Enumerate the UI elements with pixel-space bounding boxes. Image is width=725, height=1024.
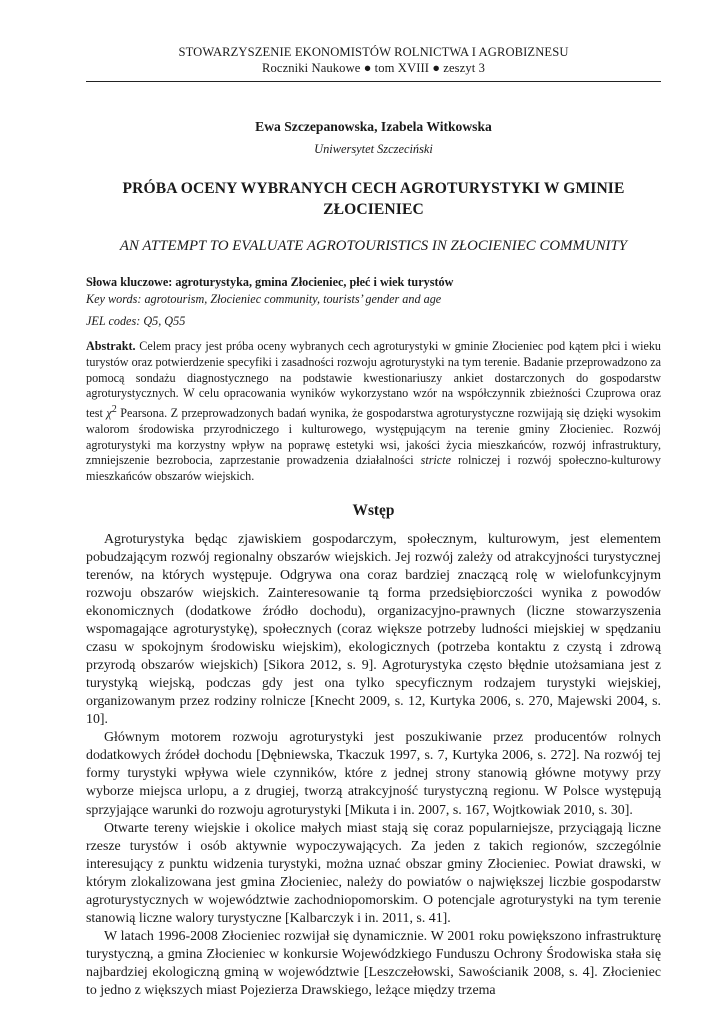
article-title-english: AN ATTEMPT TO EVALUATE AGROTOURISTICS IN ZŁOCIENIEC COMMUNITY	[119, 238, 628, 254]
article-title-polish: PRÓBA OCENY WYBRANYCH CECH AGROTURYSTYKI W GMINIE ZŁOCIENIEC	[122, 180, 625, 218]
abstract-text-part1: Celem pracy jest próba oceny wybranych cech agroturystyki w gminie Złocieniec pod kątem płci i wieku turystów oraz potwierdzenie specyfiki i zasadności rozwoju agroturystyki na tym terenie. Badanie przeprowadzono za pomocą sondażu diagnostycznego na podstawie kwestionariuszy ankiet dostarczonych do gospodarstw agroturystycznych. W celu opracowania wyników wykorzystano wzór na współczynnik zbieżności Czuprowa oraz test	[86, 339, 661, 421]
author-affiliation: Uniwersytet Szczeciński	[314, 142, 433, 156]
body-paragraph: Głównym motorem rozwoju agroturystyki jest poszukiwanie przez producentów rolnych dodatkowych źródeł dochodu [Dębniewska, Tkaczuk 1997, s. 7, Kurtyka 2006, s. 272]. Na rozwój tej formy turystyki wpływa wiele czynników, które z jednej strony stanowią główne motywy przy wyborze miejsca urlopu, a z drugiej, tworzą atrakcyjność turystyczną regionu. W Polsce występują sprzyjające warunki do rozwoju agroturystyki [Mikuta i in. 2007, s. 167, Wojtkowiak 2010, s. 30].	[86, 730, 661, 818]
abstract-text-part2: Pearsona. Z przeprowadzonych badań wynika, że gospodarstwa agroturystyczne rozwijają się dzięki wysokim walorom środowiska przyrodniczego i kulturowego, występującym na terenie gminy Złocieniec. Rozwój agroturystyki ma korzystny wpływ na poprawę estetyki wsi, jakości życia mieszkańców, rozwój infrastruktury, zmniejszenie bezrobocia, zaprzestanie prowadzenia działalności	[86, 406, 661, 468]
abstract-label: Abstrakt.	[86, 339, 136, 353]
chi-symbol: χ	[106, 406, 112, 421]
body-paragraph: Agroturystyka będąc zjawiskiem gospodarczym, społecznym, kulturowym, jest elementem pobudzającym rozwój regionalny obszarów wiejskich. Jej rozwój zależy od atrakcyjności turystycznej terenów, na których występuje. Odgrywa ona coraz bardziej znaczącą rolę w wielofunkcyjnym rozwoju obszarów wiejskich. Zainteresowanie tą forma przedsiębiorczości wynika z powodów ekonomicznych (dodatkowe źródło dochodu), organizacyjno-prawnych (liczne stowarzyszenia wspomagające agroturystykę), społecznych (coraz większe potrzeby ludności miejskiej w spędzaniu czasu w spokojnym środowisku wiejskim), ekologicznych (potrzeba kontaktu z czystą i zdrową przyrodą obszarów wiejskich) [Sikora 2012, s. 9]. Agroturystyka często błędnie utożsamiana jest z turystyką wiejską, podczas gdy jest ona tylko specyficznym rodzajem turystyki wiejskiej, organizowanym przez rodziny rolnicze [Knecht 2009, s. 12, Kurtyka 2006, s. 270, Majewski 2004, s. 10].	[86, 531, 661, 728]
header-rule	[86, 81, 661, 82]
journal-publisher: STOWARZYSZENIE EKONOMISTÓW ROLNICTWA I AGROBIZNESU	[178, 45, 569, 59]
jel-codes: JEL codes: Q5, Q55	[86, 314, 186, 328]
abstract	[86, 339, 661, 485]
keywords-polish: Słowa kluczowe: agroturystyka, gmina Złocieniec, płeć i wiek turystów	[86, 275, 454, 289]
chi-superscript: 2	[111, 404, 117, 415]
journal-header	[86, 44, 661, 76]
journal-volume: Roczniki Naukowe ● tom XVIII ● zeszyt 3	[261, 61, 485, 75]
article-body	[86, 531, 661, 1000]
body-paragraph: W latach 1996-2008 Złocieniec rozwijał się dynamicznie. W 2001 roku powiększono infrastrukturę turystyczną, a gmina Złocieniec w konkursie Wojewódzkiego Funduszu Ochrony Środowiska stała się najbardziej ekologiczną gminą w województwie [Leszczełowski, Sawościanik 2008, s. 4]. Złocieniec to jedno z większych miast Pojezierza Drawskiego, leżące między trzema	[86, 928, 661, 998]
abstract-text-part3: rolniczej i rozwój społeczno-kulturowy mieszkańców obszarów wiejskich.	[86, 453, 661, 484]
section-heading-introduction: Wstęp	[352, 501, 395, 519]
keywords-english: Key words: agrotourism, Złocieniec community, tourists’ gender and age	[86, 292, 442, 306]
article-page	[86, 44, 661, 1000]
body-paragraph: Otwarte tereny wiejskie i okolice małych miast stają się coraz popularniejsze, przyciągają liczne rzesze turystów i osób aktywnie wypoczywających. Za jeden z takich regionów, szczególnie interesujący z punktu widzenia turystyki, można uznać obszar gminy Złocieniec. Powiat drawski, w którym zlokalizowana jest gmina Złocieniec, należy do powiatów o największej liczbie gospodarstw agroturystycznych w województwie zachodniopomorskim. O potencjale agroturystyki na tym terenie stanowią liczne walory turystyczne [Kalbarczyk i in. 2011, s. 41].	[86, 820, 661, 926]
article-authors: Ewa Szczepanowska, Izabela Witkowska	[255, 119, 492, 134]
abstract-stricte: stricte	[420, 453, 451, 468]
